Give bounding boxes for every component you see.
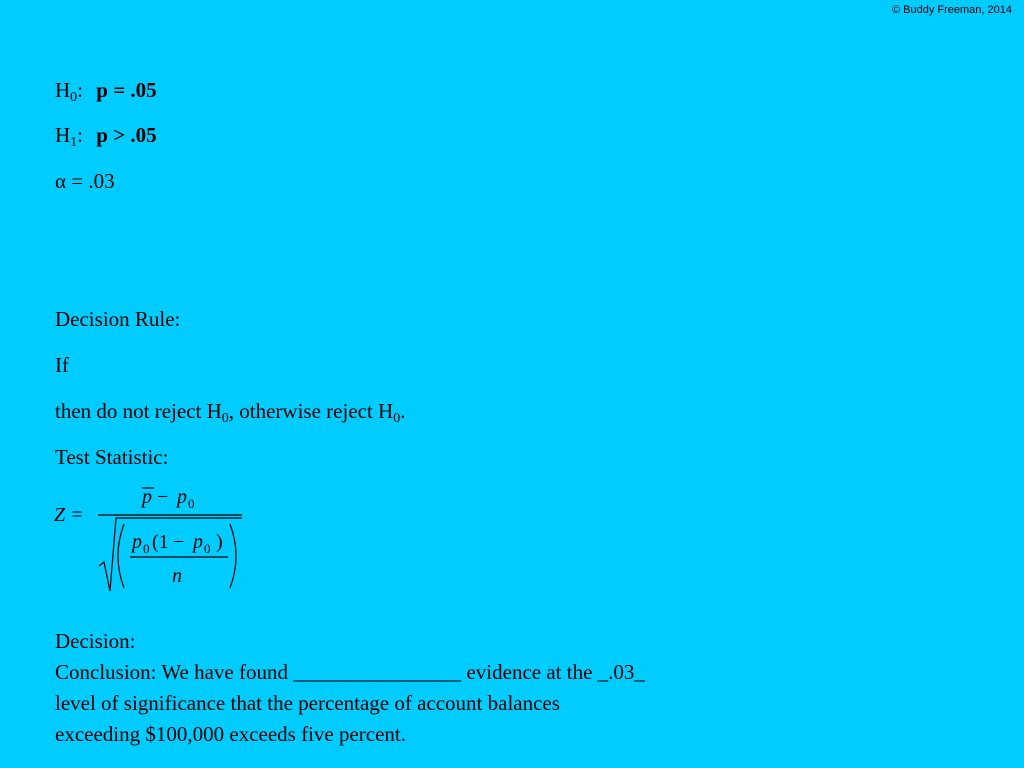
numerator-minus: − bbox=[157, 486, 169, 508]
decision-rule-then bbox=[55, 399, 405, 424]
formula-svg bbox=[52, 480, 252, 600]
alpha-level: α = .03 bbox=[55, 169, 115, 193]
h1-label: H bbox=[55, 123, 71, 147]
left-paren bbox=[118, 524, 124, 588]
test-statistic-heading: Test Statistic: bbox=[55, 445, 169, 469]
h1-colon: : bbox=[77, 123, 84, 147]
inner-p0b-sub: 0 bbox=[204, 541, 211, 556]
formula-lhs: Z = bbox=[54, 504, 84, 526]
then-text-3: . bbox=[400, 399, 406, 423]
conclusion-text-1: Conclusion: We have found ________________ evidence at the bbox=[55, 660, 593, 684]
conclusion-line-1 bbox=[55, 660, 645, 685]
decision-rule-heading: Decision Rule: bbox=[55, 307, 181, 331]
numerator-p0: p bbox=[177, 486, 187, 508]
h0-subscript: 0 bbox=[70, 90, 78, 105]
then-text-2: , otherwise reject H bbox=[228, 399, 394, 423]
inner-open: (1 bbox=[152, 531, 169, 553]
alternative-hypothesis bbox=[55, 123, 157, 148]
h0-value: p = .05 bbox=[96, 78, 157, 102]
conclusion-line-2: level of significance that the percentage of account balances bbox=[55, 691, 560, 715]
h1-subscript: 1 bbox=[70, 135, 78, 150]
then-sub-2: 0 bbox=[393, 411, 401, 426]
then-text-1: then do not reject H bbox=[55, 399, 222, 423]
h0-colon: : bbox=[77, 78, 84, 102]
inner-p0-sub: 0 bbox=[143, 541, 150, 556]
alpha-blank: _.03_ bbox=[597, 660, 645, 684]
z-test-formula bbox=[52, 480, 252, 600]
copyright-notice: © Buddy Freeman, 2014 bbox=[891, 4, 1012, 16]
inner-close: ) bbox=[216, 531, 223, 553]
then-sub-1: 0 bbox=[221, 411, 229, 426]
right-paren bbox=[230, 524, 236, 588]
h0-label: H bbox=[55, 78, 71, 102]
inner-p0b: p bbox=[193, 531, 203, 553]
decision-heading: Decision: bbox=[55, 629, 136, 653]
h1-value: p > .05 bbox=[96, 123, 157, 147]
decision-rule-if: If bbox=[55, 353, 69, 377]
inner-p0: p bbox=[132, 531, 142, 553]
numerator-p0-sub: 0 bbox=[188, 496, 195, 511]
radical-sign bbox=[99, 518, 242, 591]
null-hypothesis bbox=[55, 78, 157, 103]
conclusion-line-3: exceeding $100,000 exceeds five percent. bbox=[55, 722, 407, 746]
inner-n: n bbox=[172, 565, 182, 587]
inner-minus: − bbox=[173, 531, 185, 553]
numerator-p: p bbox=[142, 486, 152, 508]
